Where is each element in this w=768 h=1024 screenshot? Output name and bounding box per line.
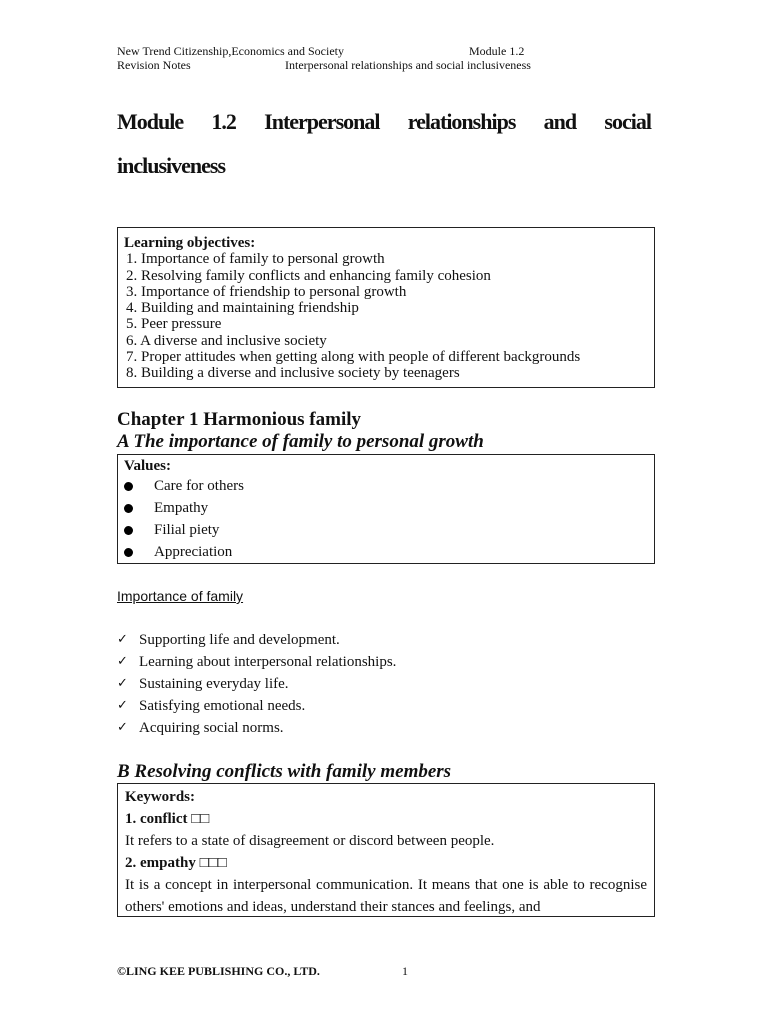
section-a-heading: A The importance of family to personal growth <box>117 431 484 452</box>
list-item <box>124 497 648 519</box>
list-item <box>117 717 396 739</box>
chapter-heading: Chapter 1 Harmonious family <box>117 409 362 430</box>
title-line-2: inclusiveness <box>117 153 226 178</box>
keyword-term <box>125 852 647 874</box>
keywords-box <box>117 783 655 917</box>
keyword-term-glyphs: □□□ <box>199 855 227 871</box>
keyword-definition: It is a concept in interpersonal communication. It means that one is able to recognise others' emotions and ideas, understand their stances and feelings, and <box>125 877 647 915</box>
bullet-icon <box>124 504 133 513</box>
title-word: social <box>604 109 651 134</box>
keyword-term <box>125 808 647 830</box>
checkmark-icon: ✓ <box>117 698 128 713</box>
page-number: 1 <box>402 964 408 978</box>
title-line-1 <box>117 100 651 144</box>
bullet-icon <box>124 482 133 491</box>
checkmark-icon: ✓ <box>117 654 128 669</box>
importance-list <box>117 629 396 739</box>
objective-item: 1. Importance of family to personal growth <box>126 251 385 268</box>
list-item <box>124 541 648 563</box>
objective-item: 3. Importance of friendship to personal growth <box>126 283 407 300</box>
keyword-term-label: 1. conflict <box>125 811 188 827</box>
title-word: 1.2 <box>211 109 236 134</box>
page-title <box>117 100 651 188</box>
checkmark-icon: ✓ <box>117 720 128 735</box>
value-text: Empathy <box>154 500 209 516</box>
learning-objectives-box <box>117 227 655 388</box>
objective-item: 5. Peer pressure <box>126 316 222 333</box>
keyword-term-label: 2. empathy <box>125 855 196 871</box>
bullet-icon <box>124 548 133 557</box>
objectives-heading: Learning objectives: <box>124 235 256 251</box>
values-list <box>124 475 648 563</box>
value-text: Appreciation <box>154 544 233 560</box>
footer-copyright: ©LING KEE PUBLISHING CO., LTD. <box>117 964 320 978</box>
list-item <box>117 695 396 717</box>
importance-text: Learning about interpersonal relationships. <box>139 654 397 670</box>
objective-item: 6. A diverse and inclusive society <box>126 332 327 349</box>
list-item <box>124 475 648 497</box>
keyword-term-glyphs: □□ <box>191 811 210 827</box>
objective-item: 2. Resolving family conflicts and enhancing family cohesion <box>126 267 491 284</box>
header-module-label: Module 1.2 <box>469 44 525 58</box>
importance-text: Sustaining everyday life. <box>139 676 289 692</box>
title-word: and <box>543 109 577 134</box>
importance-text: Supporting life and development. <box>139 632 340 648</box>
checkmark-icon: ✓ <box>117 632 128 647</box>
title-word: Module <box>117 109 184 134</box>
header-notes-label: Revision Notes <box>117 58 191 72</box>
values-heading: Values: <box>124 458 171 474</box>
section-b-heading: B Resolving conflicts with family members <box>117 761 452 782</box>
value-text: Care for others <box>154 478 244 494</box>
objective-item: 8. Building a diverse and inclusive society by teenagers <box>126 365 460 382</box>
value-text: Filial piety <box>154 522 220 538</box>
checkmark-icon: ✓ <box>117 676 128 691</box>
importance-text: Acquiring social norms. <box>139 720 284 736</box>
list-item <box>124 519 648 541</box>
list-item <box>117 629 396 651</box>
importance-text: Satisfying emotional needs. <box>139 698 306 714</box>
header-topic: Interpersonal relationships and social inclusiveness <box>285 58 531 72</box>
title-word: Interpersonal <box>264 109 380 134</box>
list-item <box>117 651 396 673</box>
header-book-title: New Trend Citizenship,Economics and Society <box>117 44 344 58</box>
keywords-heading: Keywords: <box>125 789 195 805</box>
list-item <box>117 673 396 695</box>
bullet-icon <box>124 526 133 535</box>
values-box <box>117 454 655 564</box>
title-word: relationships <box>407 109 516 134</box>
importance-heading: Importance of family <box>117 588 244 604</box>
keyword-definition: It refers to a state of disagreement or discord between people. <box>125 833 495 849</box>
objective-item: 7. Proper attitudes when getting along with people of different backgrounds <box>126 349 581 366</box>
objective-item: 4. Building and maintaining friendship <box>126 300 359 317</box>
